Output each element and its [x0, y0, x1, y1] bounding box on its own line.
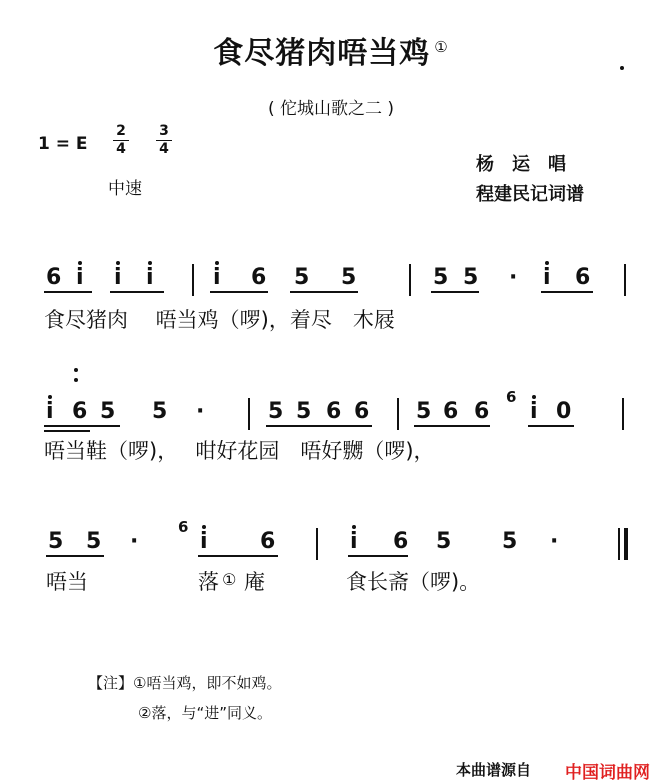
time1-bottom: 4	[116, 141, 126, 157]
note: 5	[48, 529, 64, 554]
barline	[622, 398, 624, 430]
note: 5	[463, 265, 479, 290]
time2-bottom: 4	[159, 141, 169, 157]
lyrics-row-2: 唔当鞋（啰)， 咁好花园 唔好嬲（啰)，	[44, 439, 435, 463]
title-footnote-mark: ①	[434, 38, 449, 56]
note: i	[114, 265, 122, 290]
source-label: 本曲谱源自	[456, 761, 532, 779]
barline	[618, 528, 620, 560]
note: 6	[474, 399, 490, 424]
stray-mark	[620, 66, 624, 70]
note: 5	[416, 399, 432, 424]
underline	[414, 425, 490, 427]
note: 6	[326, 399, 342, 424]
underline	[198, 555, 278, 557]
annotation-line-1: 【注】①唔当鸡，即不如鸡。	[88, 674, 282, 692]
note: 5	[86, 529, 102, 554]
tempo-mark: 中速	[108, 179, 142, 199]
page-title	[0, 28, 662, 72]
note: 5	[100, 399, 116, 424]
barline	[409, 264, 411, 296]
grace-note: 6	[506, 388, 517, 406]
note: 5	[152, 399, 168, 424]
subtitle: ( 佗城山歌之二 )	[267, 99, 395, 119]
underline	[44, 291, 92, 293]
underline	[44, 430, 90, 432]
note-dot: ·	[196, 399, 205, 424]
note: 6	[354, 399, 370, 424]
recorder-credit: 程建民记词谱	[476, 184, 584, 205]
note: 5	[268, 399, 284, 424]
singer-credit: 杨 运 唱	[476, 154, 566, 175]
grace-note: 6	[178, 518, 189, 536]
note: 6	[575, 265, 591, 290]
time1-top: 2	[116, 123, 126, 139]
note: 5	[294, 265, 310, 290]
note: i	[530, 399, 538, 424]
barline	[248, 398, 250, 430]
barline	[397, 398, 399, 430]
underline	[46, 555, 104, 557]
note: 6	[443, 399, 459, 424]
underline	[528, 425, 574, 427]
lyrics-row-3c: 庵	[244, 570, 265, 594]
note: i	[350, 529, 358, 554]
note: 6	[46, 265, 62, 290]
annotation-line-2: ②落，与“进”同义。	[138, 704, 272, 722]
note: 5	[341, 265, 357, 290]
underline	[210, 291, 268, 293]
underline	[290, 291, 358, 293]
note: i	[213, 265, 221, 290]
site-link[interactable]: 中国词曲网	[565, 763, 650, 783]
tie-mark	[74, 378, 78, 382]
underline	[348, 555, 408, 557]
note: 5	[296, 399, 312, 424]
note: 6	[260, 529, 276, 554]
note-dot: ·	[130, 529, 139, 554]
note: i	[200, 529, 208, 554]
underline	[110, 291, 164, 293]
note: 5	[502, 529, 518, 554]
underline	[266, 425, 372, 427]
tie-mark	[74, 368, 78, 372]
title-text: 食尽猪肉唔当鸡	[213, 36, 431, 71]
note: i	[543, 265, 551, 290]
note-dot: ·	[550, 529, 559, 554]
note: 5	[436, 529, 452, 554]
barline	[192, 264, 194, 296]
key-signature: 1 = E	[38, 134, 88, 154]
note: 6	[72, 399, 88, 424]
lyrics-footnote-mark: ①	[222, 570, 237, 589]
lyrics-row-3b: 落	[198, 570, 219, 594]
lyrics-row-3d: 食长斋（啰)。	[346, 570, 481, 594]
note: i	[76, 265, 84, 290]
lyrics-row-1: 食尽猪肉 唔当鸡（啰)，着尽 木屐	[44, 308, 395, 332]
note: 6	[251, 265, 267, 290]
time-signature-1	[113, 124, 129, 157]
final-barline	[624, 528, 628, 560]
underline	[541, 291, 593, 293]
time-signature-2	[156, 124, 172, 157]
note: 5	[433, 265, 449, 290]
note: i	[146, 265, 154, 290]
note-dot: ·	[509, 265, 518, 290]
lyrics-row-3a: 唔当	[46, 570, 88, 594]
note: 6	[393, 529, 409, 554]
note: i	[46, 399, 54, 424]
time2-top: 3	[159, 123, 169, 139]
note: 0	[556, 399, 572, 424]
underline	[431, 291, 479, 293]
barline	[624, 264, 626, 296]
barline	[316, 528, 318, 560]
underline	[44, 425, 120, 427]
